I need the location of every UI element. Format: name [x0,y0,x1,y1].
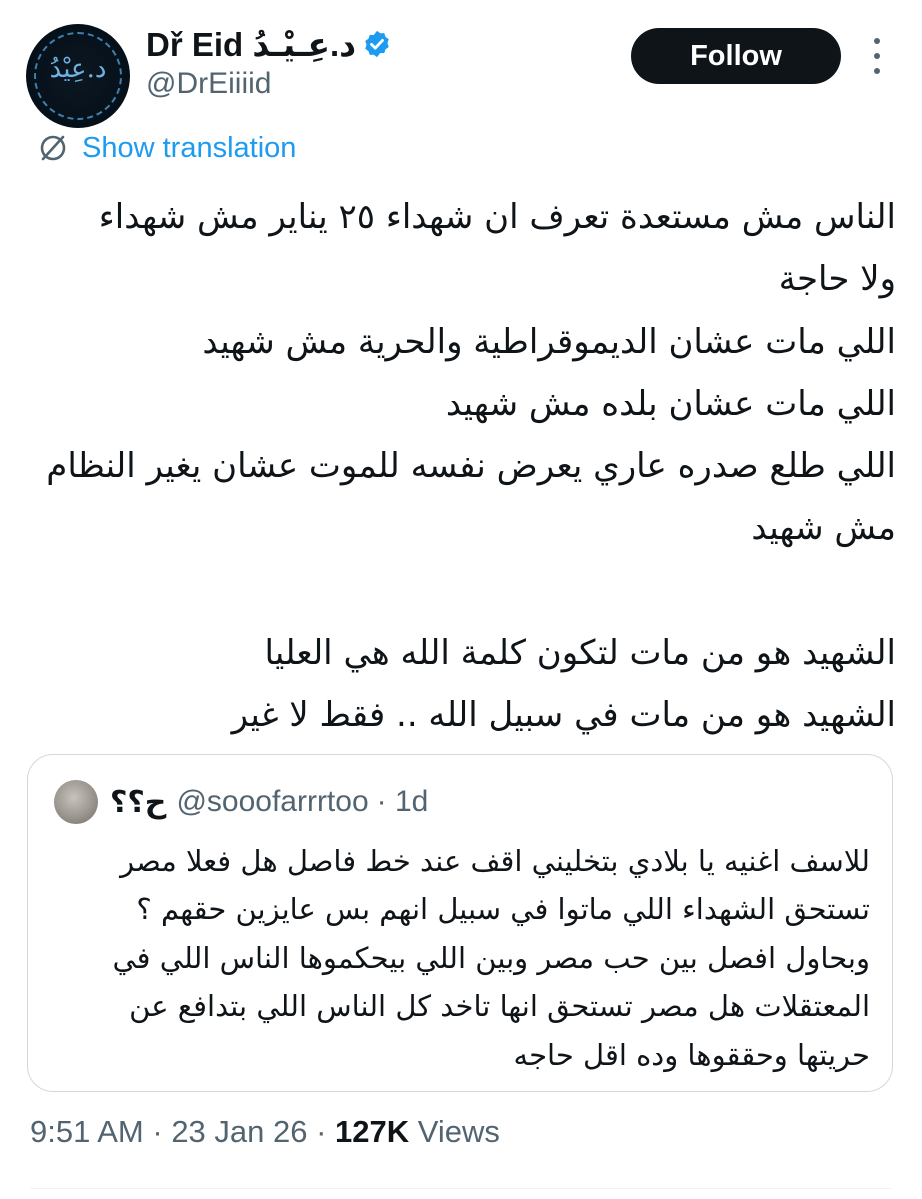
author-display-name[interactable]: Dř Eid د.عِـيْـدُ [146,25,357,63]
more-options-icon[interactable] [862,38,892,74]
translate-icon [38,133,68,163]
views-label: Views [409,1114,500,1149]
tweet-text [26,186,896,747]
quote-line: حريتها وحققوها وده اقل حاجه [513,1037,870,1072]
author-name-row[interactable] [146,22,392,66]
quoted-tweet-header [54,777,428,827]
tweet-time[interactable]: 9:51 AM [30,1114,144,1149]
quoted-tweet-text [40,837,870,1079]
tweet-line: الناس مش مستعدة تعرف ان شهداء ٢٥ يناير مش شهداء [98,197,896,237]
tweet-line: اللي مات عشان بلده مش شهيد [445,383,896,424]
quoted-author-name[interactable]: ح؟؟ [110,784,167,820]
separator: · [307,1114,336,1149]
quoted-author-avatar[interactable] [54,780,98,824]
tweet-line: الشهيد هو من مات في سبيل الله .. فقط لا غير [231,695,896,736]
views-count[interactable]: 127K [335,1114,410,1149]
show-translation-link[interactable] [38,128,296,168]
quoted-tweet[interactable] [27,754,893,1092]
verified-badge-icon [362,29,392,59]
quote-line: للاسف اغنيه يا بلادي بتخليني اقف عند خط فاصل هل فعلا مصر [120,844,870,878]
tweet-line: اللي مات عشان الديموقراطية والحرية مش شهيد [202,321,896,362]
dot [874,53,880,59]
avatar-monogram: د.عِيْدُ [49,54,107,84]
author-handle[interactable]: @DrEiiiid [146,67,272,100]
separator: · [143,1114,172,1149]
tweet-line: الشهيد هو من مات لتكون كلمة الله هي العليا [264,633,896,674]
tweet-line-blank [26,560,896,622]
tweet-line: مش شهيد [751,508,896,549]
dot [874,68,880,74]
quote-line: تستحق الشهداء اللي ماتوا في سبيل انهم بس عايزين حقهم ؟ [136,892,870,927]
show-translation-label[interactable]: Show translation [82,131,297,164]
quote-line: وبحاول افصل بين حب مصر وبين اللي بيحكموها الناس اللي في [112,940,870,975]
tweet-meta [30,1114,500,1150]
follow-button[interactable]: Follow [631,28,841,84]
quoted-tweet-time[interactable]: · 1d [376,785,429,818]
quote-line: المعتقلات هل مصر تستحق انها تاخد كل الناس اللي بتدافع عن [129,989,870,1024]
divider [30,1188,892,1189]
tweet-line: ولا حاجة [778,259,896,300]
author-avatar[interactable] [26,24,130,128]
dot [874,38,880,44]
quoted-author-handle[interactable]: @sooofarrrtoo [176,785,369,818]
tweet-date[interactable]: 23 Jan 26 [171,1114,308,1149]
tweet-line: اللي طلع صدره عاري يعرض نفسه للموت عشان يغير النظام [46,446,896,487]
